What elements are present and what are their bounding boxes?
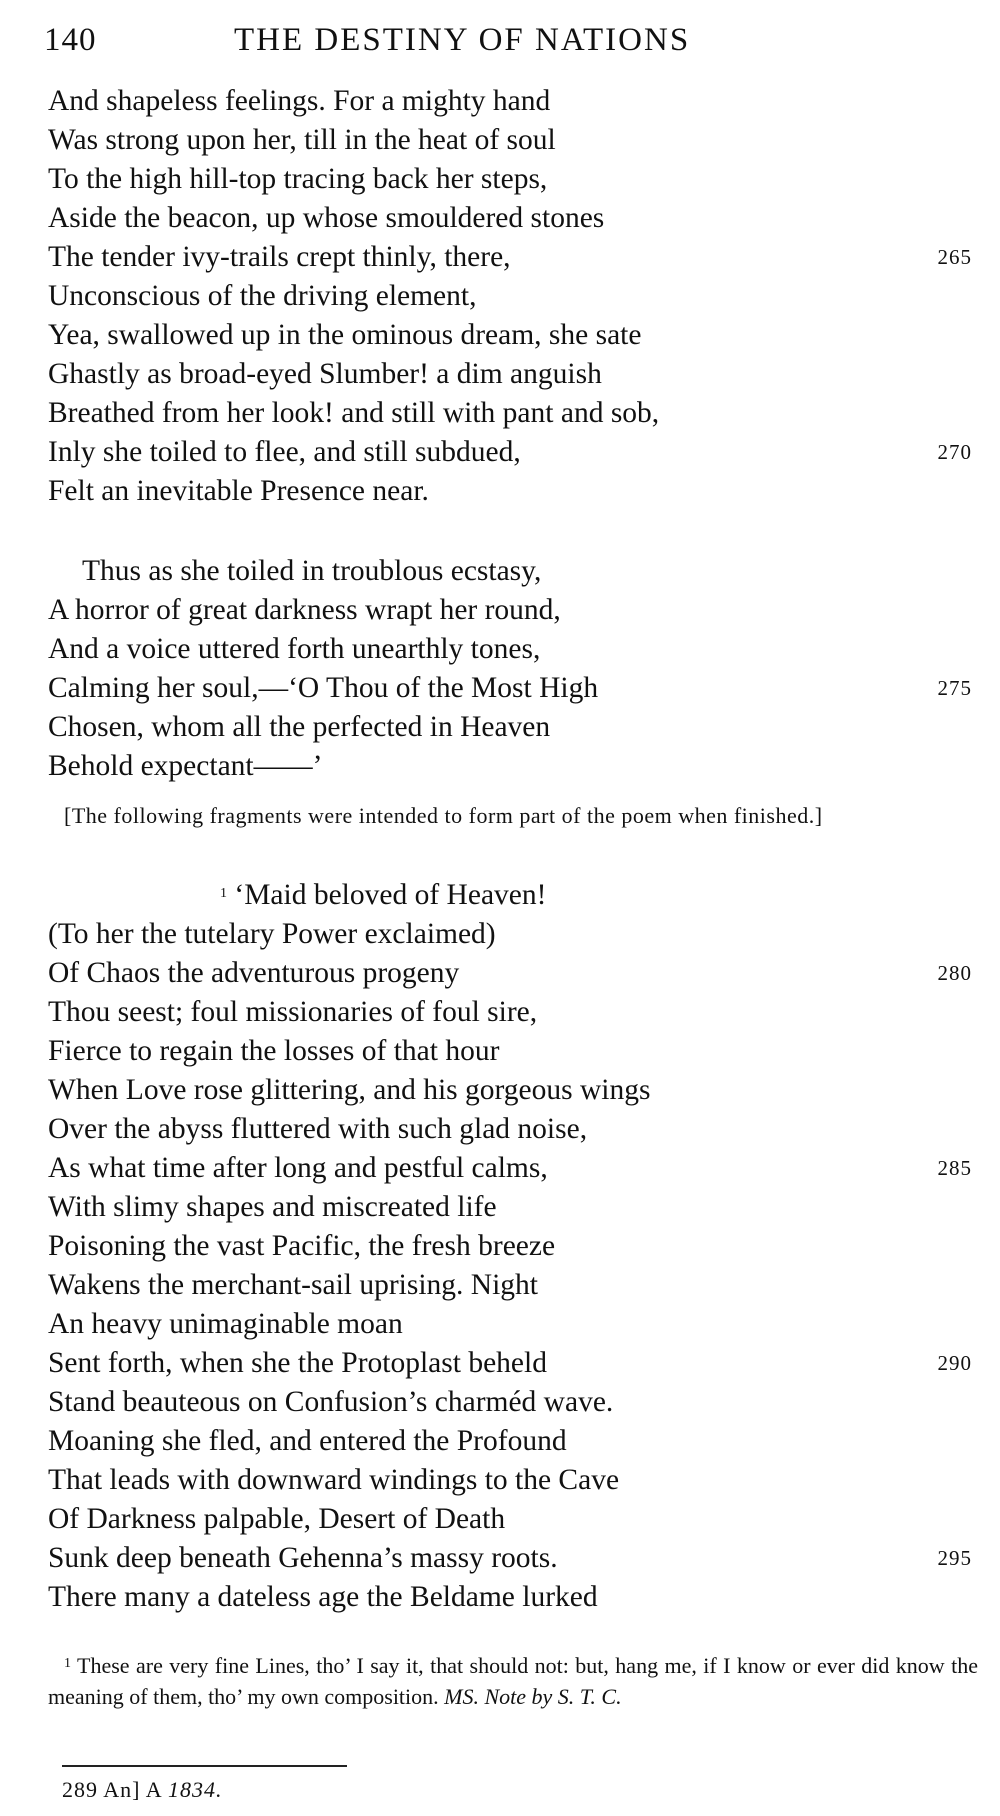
verse-line: Thou seest; foul missionaries of foul sire, (48, 996, 538, 1028)
verse-line: An heavy unimaginable moan (48, 1308, 403, 1340)
page-header (44, 22, 970, 72)
footnote (48, 1650, 978, 1712)
line-number: 275 (937, 676, 972, 700)
verse-line: With slimy shapes and miscreated life (48, 1191, 497, 1223)
verse-line: To the high hill-top tracing back her steps, (48, 163, 548, 195)
verse-line: Poisoning the vast Pacific, the fresh breeze (48, 1230, 556, 1262)
verse-line: Chosen, whom all the perfected in Heaven (48, 711, 551, 743)
verse-line: Thus as she toiled in troublous ecstasy, (82, 555, 542, 587)
verse-line: Of Chaos the adventurous progeny 280 (0, 954, 1000, 993)
verse-line: Stand beauteous on Confusion’s charméd wave. (48, 1386, 614, 1418)
verse-line: Ghastly as broad-eyed Slumber! a dim anguish (48, 358, 602, 390)
footnote-text: These are very fine Lines, tho’ I say it, that should not: but, hang me, if I know or ever did know the meaning of them, tho’ my own composition. (48, 1653, 978, 1709)
verse-line: Felt an inevitable Presence near. (48, 475, 429, 507)
verse-line: Yea, swallowed up in the ominous dream, she sate (48, 319, 642, 351)
line-number: 280 (937, 961, 972, 985)
verse-line: As what time after long and pestful calms, 285 (0, 1149, 1000, 1188)
verse-line: A horror of great darkness wrapt her round, (48, 594, 561, 626)
verse-line: $^1$ ‘Maid beloved of Heaven! (220, 879, 547, 911)
verse-line: Moaning she fled, and entered the Profound (48, 1425, 567, 1457)
footnote-source: MS. Note by S. T. C. (444, 1684, 622, 1709)
line-number: 285 (937, 1156, 972, 1180)
textual-variant (62, 1777, 222, 1803)
verse-line: And shapeless feelings. For a mighty hand (48, 85, 551, 117)
verse-line: Aside the beacon, up whose smouldered stones (48, 202, 605, 234)
editorial-note: [The following fragments were intended to form part of the poem when finished.] (64, 803, 823, 828)
footnote-marker: 1 (220, 886, 227, 901)
verse-block-2 (0, 552, 1000, 786)
verse-line: That leads with downward windings to the Cave (48, 1464, 620, 1496)
verse-line: Wakens the merchant-sail uprising. Night (48, 1269, 538, 1301)
verse-line: When Love rose glittering, and his gorgeous wings (48, 1074, 651, 1106)
verse-line: (To her the tutelary Power exclaimed) (48, 918, 496, 950)
footnote-marker: 1 (64, 1656, 71, 1671)
verse-line: Fierce to regain the losses of that hour (48, 1035, 500, 1067)
verse-line: Calming her soul,—‘O Thou of the Most High 275 (0, 669, 1000, 708)
verse-line: Sunk deep beneath Gehenna’s massy roots. 295 (0, 1539, 1000, 1578)
verse-block-3 (0, 876, 1000, 1617)
verse-line: Sent forth, when she the Protoplast beheld 290 (0, 1344, 1000, 1383)
line-number: 295 (937, 1546, 972, 1570)
page-number: 140 (44, 22, 97, 58)
verse-line: Breathed from her look! and still with pant and sob, (48, 397, 660, 429)
verse-line: Of Darkness palpable, Desert of Death (48, 1503, 506, 1535)
verse-line: Behold expectant——’ (48, 750, 323, 782)
running-title: THE DESTINY OF NATIONS (234, 22, 691, 58)
verse-line: Was strong upon her, till in the heat of soul (48, 124, 556, 156)
verse-line: Inly she toiled to flee, and still subdued, 270 (0, 433, 1000, 472)
line-number: 270 (937, 440, 972, 464)
line-number: 265 (937, 245, 972, 269)
verse-line: Unconscious of the driving element, (48, 280, 477, 312)
verse-line: Over the abyss fluttered with such glad noise, (48, 1113, 588, 1145)
verse-block-1 (0, 82, 1000, 511)
verse-line: And a voice uttered forth unearthly tones, (48, 633, 541, 665)
footnote-rule (62, 1765, 347, 1767)
line-number: 290 (937, 1351, 972, 1375)
verse-line: There many a dateless age the Beldame lurked (48, 1581, 598, 1613)
variant-year: 1834. (167, 1777, 223, 1802)
variant-text: 289 An] A (62, 1777, 162, 1802)
verse-line: The tender ivy-trails crept thinly, there, 265 (0, 238, 1000, 277)
